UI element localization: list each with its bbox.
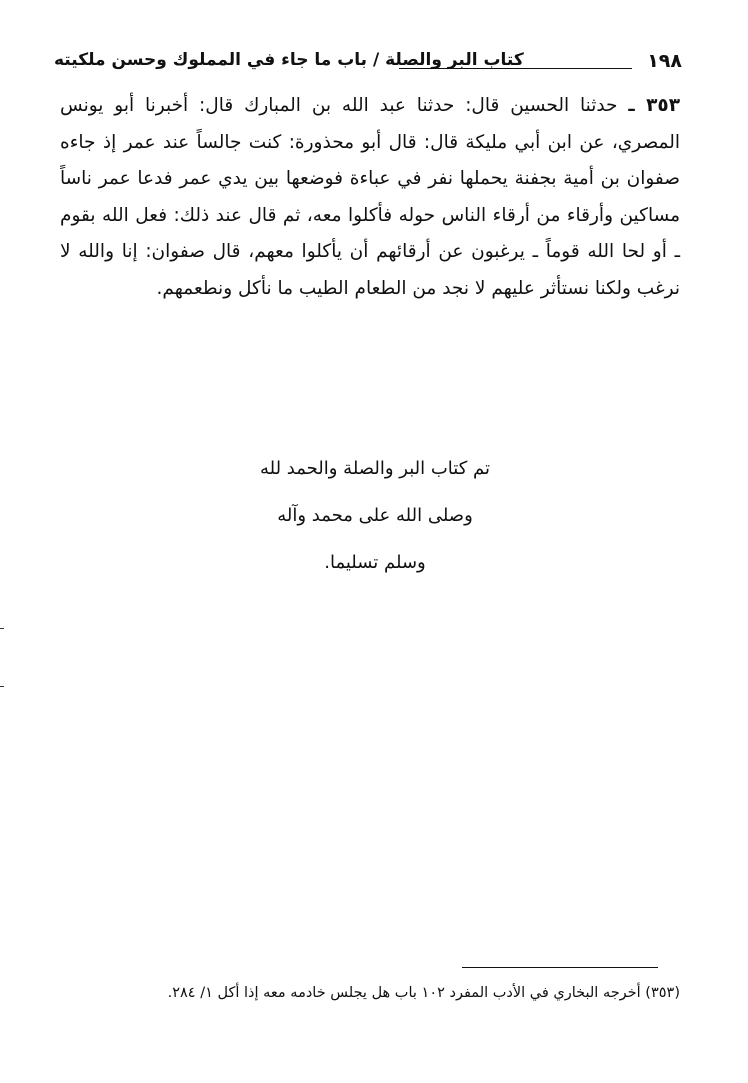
running-title: كتاب البر والصلة / باب ما جاء في المملوك وحسن ملكيته	[54, 50, 524, 70]
page-number: ١٩٨	[647, 50, 682, 72]
closing-line-2: وصلى الله على محمد وآله	[277, 505, 473, 526]
scan-mark	[0, 628, 4, 629]
hadith-text: حدثنا الحسين قال: حدثنا عبد الله بن المبارك قال: أخبرنا أبو يونس المصري، عن ابن أبي مليكة قال: قال أبو محذورة: كنت جالساً عند عمر إذ جاءه صفوان بن أمية بجفنة يحملها نفر في عباءة فوضعها بين يدي عمر فدعا عمر ناساً مساكين وأرقاء من أرقاء الناس حوله فأكلوا معه، ثم قال عند ذلك: فعل الله بقوم ـ أو لحا الله قوماً ـ يرغبون عن أرقائهم أن يأكلوا معهم، قال صفوان: إنا والله لا نرغب ولكنا نستأثر عليهم لا نجد من الطعام الطيب ما نأكل ونطعمهم.	[60, 95, 680, 299]
closing-line-1: تم كتاب البر والصلة والحمد لله	[259, 458, 491, 479]
hadith-paragraph	[60, 88, 680, 307]
hadith-number: ٣٥٣ ـ	[628, 95, 681, 116]
book-closing	[190, 445, 560, 586]
footnote-rule	[462, 967, 658, 968]
scan-mark	[0, 686, 4, 687]
page-header	[54, 46, 682, 82]
closing-line-3: وسلم تسليما.	[324, 552, 426, 573]
footnote: (٣٥٣) أخرجه البخاري في الأدب المفرد ١٠٢ باب هل يجلس خادمه معه إذا أكل ١/ ٢٨٤.	[167, 985, 680, 1001]
hadith-body	[60, 88, 680, 307]
